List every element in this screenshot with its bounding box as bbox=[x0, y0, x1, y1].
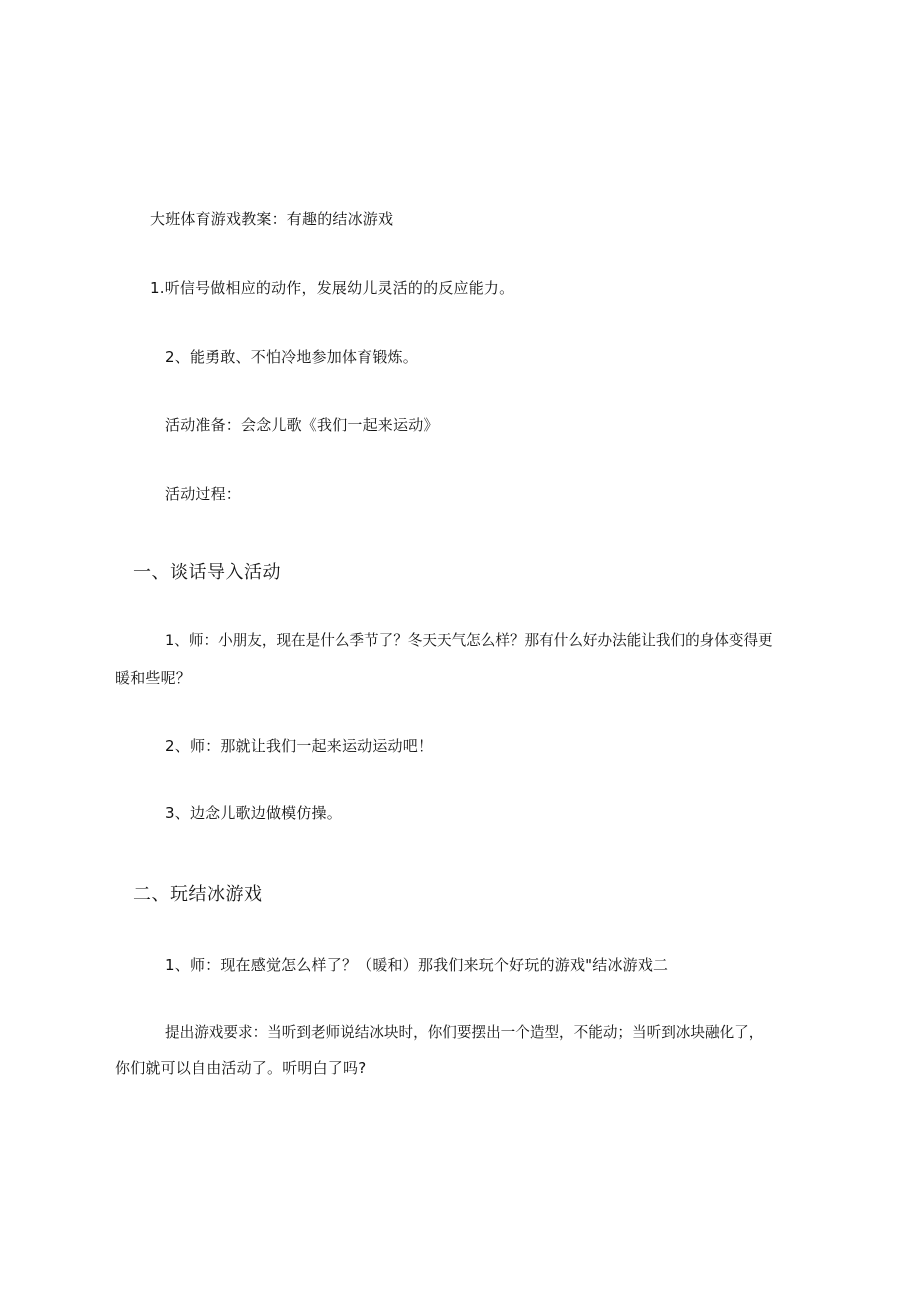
section-2-item-1: 1、师：现在感觉怎么样了？（暖和）那我们来玩个好玩的游戏"结冰游戏二 bbox=[165, 956, 669, 974]
section-1-item-1-line-2: 暖和些呢？ bbox=[115, 669, 192, 687]
section-1-item-1-line-1: 1、师：小朋友，现在是什么季节了？冬天天气怎么样？那有什么好办法能让我们的身体变得更 bbox=[165, 632, 773, 649]
section-2-rule-line-2: 你们就可以自由活动了。听明白了吗? bbox=[115, 1059, 367, 1077]
preparation: 活动准备：会念儿歌《我们一起来运动》 bbox=[165, 416, 439, 434]
section-2-rule-line-1: 提出游戏要求：当听到老师说结冰块时，你们要摆出一个造型，不能动；当听到冰块融化了， bbox=[165, 1024, 764, 1041]
document-title: 大班体育游戏教案：有趣的结冰游戏 bbox=[150, 210, 394, 228]
goal-2: 2、能勇敢、不怕冷地参加体育锻炼。 bbox=[165, 348, 418, 366]
goal-1: 1.听信号做相应的动作，发展幼儿灵活的的反应能力。 bbox=[150, 279, 515, 297]
section-1-item-3: 3、边念儿歌边做模仿操。 bbox=[165, 804, 342, 822]
process-label: 活动过程： bbox=[165, 485, 242, 503]
section-1-heading: 一、谈话导入活动 bbox=[133, 562, 281, 583]
section-2-heading: 二、玩结冰游戏 bbox=[133, 884, 263, 905]
section-1-item-2: 2、师：那就让我们一起来运动运动吧！ bbox=[165, 737, 434, 755]
